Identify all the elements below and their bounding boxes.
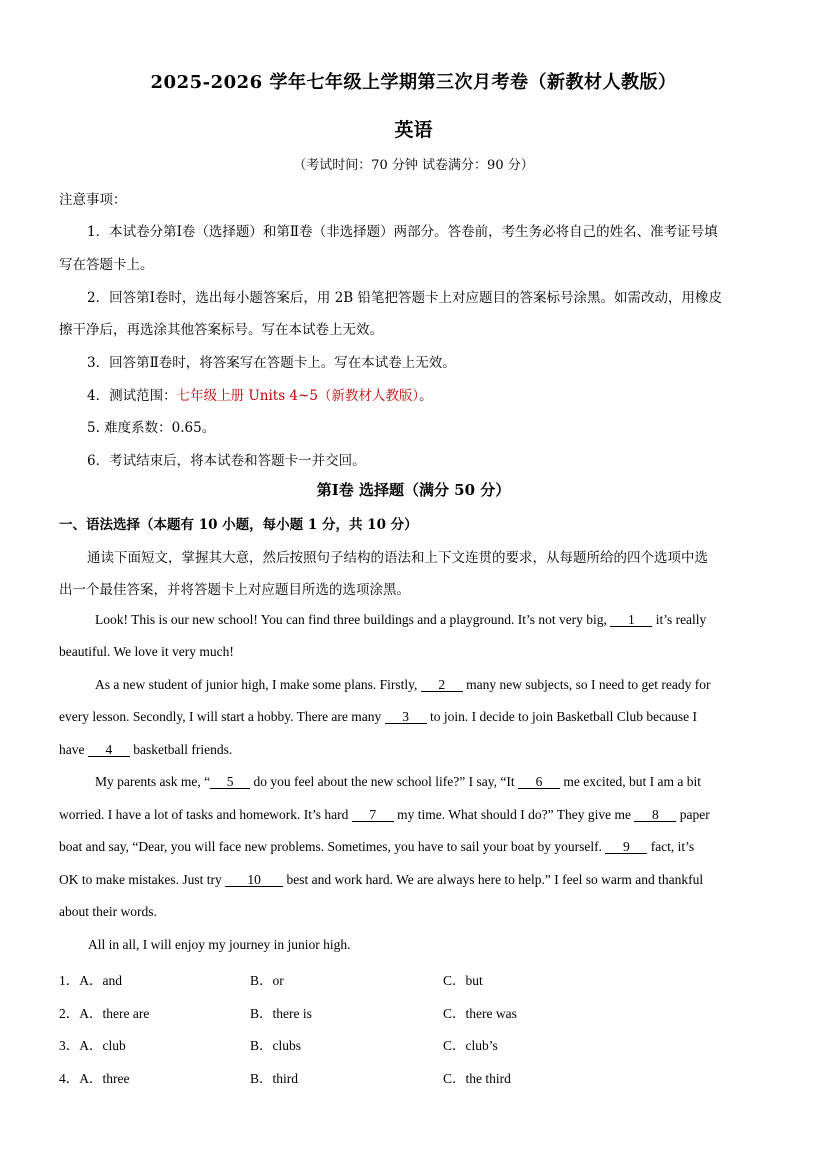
passage-line: about their words. — [59, 904, 157, 919]
passage-text: As a new student of junior high, I make some plans. Firstly, — [95, 677, 421, 692]
question-2-option-a: 2．A．there are — [59, 1006, 150, 1021]
passage-line — [59, 709, 697, 725]
note-item-4 — [87, 384, 433, 404]
passage-text: best and work hard. We are always here to help.” I feel so warm and thankful — [283, 872, 704, 887]
question-1-option-b: B．or — [250, 973, 284, 988]
note-item-1-cont: 写在答题卡上。 — [59, 257, 154, 273]
question-3-option-b: B．clubs — [250, 1038, 302, 1053]
notes-heading: 注意事项： — [59, 192, 127, 208]
question-3-option-c: C．club’s — [443, 1038, 498, 1053]
blank-4: 4 — [88, 743, 130, 757]
note-item-1: 1．本试卷分第Ⅰ卷（选择题）和第Ⅱ卷（非选择题）两部分。答卷前，考生务必将自己的姓名、准考证号填 — [87, 224, 718, 240]
passage-text: many new subjects, so I need to get ready for — [462, 677, 711, 692]
passage-text: fact, it’s — [647, 839, 695, 854]
subject-title: 英语 — [394, 119, 433, 141]
passage-text: basketball friends. — [129, 742, 233, 757]
note-item-3: 3．回答第Ⅱ卷时，将答案写在答题卡上。写在本试卷上无效。 — [87, 355, 456, 371]
blank-10: 10 — [225, 873, 283, 887]
passage-line — [59, 839, 694, 855]
question-3-option-a: 3．A．club — [59, 1038, 126, 1053]
question-2-option-c: C．there was — [443, 1006, 517, 1021]
passage-text: have — [59, 742, 88, 757]
blank-5: 5 — [210, 775, 250, 789]
blank-7: 7 — [352, 808, 394, 822]
passage-line — [59, 742, 232, 758]
note-item-4-suffix: 。 — [419, 388, 433, 404]
passage-text: it’s really — [652, 612, 707, 627]
blank-8: 8 — [634, 808, 676, 822]
instructions-cont: 出一个最佳答案，并将答题卡上对应题目所选的选项涂黑。 — [59, 582, 410, 598]
exam-info: （考试时间：70 分钟 试卷满分：90 分） — [293, 158, 534, 173]
blank-6: 6 — [518, 775, 560, 789]
passage-text: do you feel about the new school life?” I say, “It — [250, 774, 518, 789]
passage-line: beautiful. We love it very much! — [59, 644, 234, 659]
passage-text: me excited, but I am a bit — [560, 774, 701, 789]
passage-text: every lesson. Secondly, I will start a hobby. There are many — [59, 709, 385, 724]
passage-line — [59, 807, 710, 823]
question-1-option-a: 1．A．and — [59, 973, 122, 988]
note-item-4-prefix: 4．测试范围： — [87, 388, 177, 404]
passage-line — [95, 774, 701, 790]
passage-text: boat and say, “Dear, you will face new problems. Sometimes, you have to sail your boat by yourself. — [59, 839, 606, 854]
instructions: 通读下面短文，掌握其大意，然后按照句子结构的语法和上下文连贯的要求，从每题所给的四个选项中选 — [87, 550, 708, 566]
question-4-option-a: 4．A．three — [59, 1071, 130, 1086]
exam-title: 2025-2026 学年七年级上学期第三次月考卷（新教材人教版） — [150, 72, 677, 93]
note-item-2-cont: 擦干净后，再选涂其他答案标号。写在本试卷上无效。 — [59, 322, 383, 338]
passage-text: my time. What should I do?” They give me — [393, 807, 635, 822]
passage-text: worried. I have a lot of tasks and homework. It’s hard — [59, 807, 352, 822]
passage-text: OK to make mistakes. Just try — [59, 872, 226, 887]
passage-line — [95, 612, 706, 628]
passage-line: All in all, I will enjoy my journey in junior high. — [88, 937, 351, 952]
blank-3: 3 — [385, 710, 427, 724]
blank-9: 9 — [605, 840, 647, 854]
note-item-6: 6．考试结束后，将本试卷和答题卡一并交回。 — [87, 453, 366, 469]
question-4-option-c: C．the third — [443, 1071, 511, 1086]
section-title: 第Ⅰ卷 选择题（满分 50 分） — [316, 481, 511, 499]
passage-text: My parents ask me, “ — [95, 774, 211, 789]
passage-text: paper — [676, 807, 710, 822]
passage-line — [95, 677, 711, 693]
blank-2: 2 — [421, 678, 463, 692]
question-4-option-b: B．third — [250, 1071, 299, 1086]
question-1-option-c: C．but — [443, 973, 483, 988]
blank-1: 1 — [610, 613, 652, 627]
part-title: 一、语法选择（本题有 10 小题，每小题 1 分，共 10 分） — [59, 517, 418, 533]
passage-text: to join. I decide to join Basketball Club because I — [426, 709, 697, 724]
test-range: 七年级上册 Units 4~5（新教材人教版） — [176, 388, 420, 404]
passage-line — [59, 872, 703, 888]
note-item-2: 2．回答第Ⅰ卷时，选出每小题答案后，用 2B 铅笔把答题卡上对应题目的答案标号涂黑。如需改动，用橡皮 — [87, 290, 723, 306]
question-2-option-b: B．there is — [250, 1006, 312, 1021]
note-item-5: 5. 难度系数：0.65。 — [87, 420, 216, 436]
passage-text: Look! This is our new school! You can find three buildings and a playground. It’s not very big, — [95, 612, 611, 627]
